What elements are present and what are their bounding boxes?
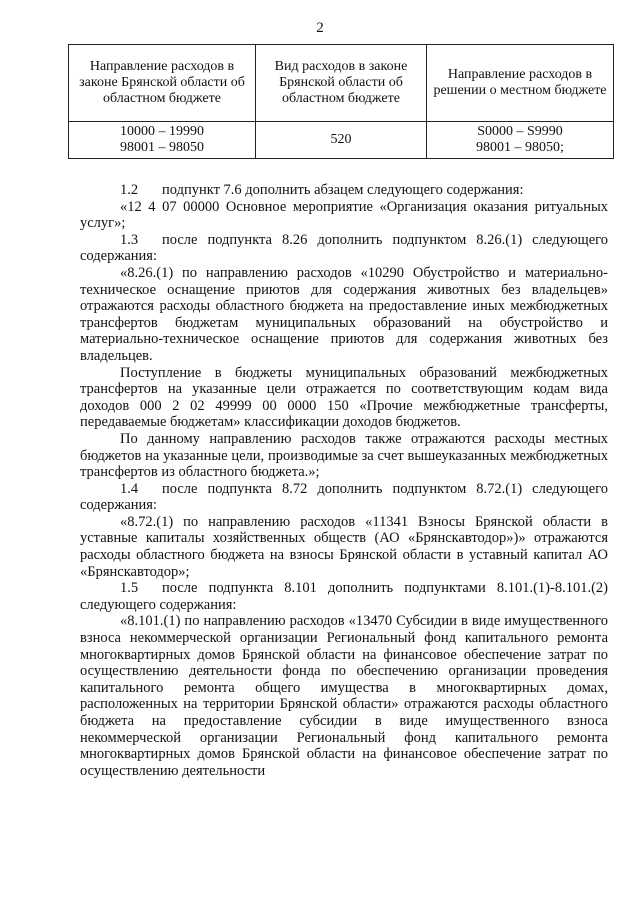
subitem-text: после подпункта 8.72 дополнить подпунктом 8.72.(1) следующего содержания: — [80, 480, 608, 514]
expense-mapping-table — [68, 44, 614, 159]
table-cell — [427, 122, 614, 159]
table-cell — [69, 122, 256, 159]
subitem-text: после подпункта 8.26 дополнить подпунктом 8.26.(1) следующего содержания: — [80, 231, 608, 265]
subitem-number: 1.5 — [120, 580, 139, 597]
table-header-row — [69, 45, 614, 122]
quote-paragraph: «8.72.(1) по направлению расходов «11341 Взносы Брянской области в уставные капиталы хозяйственных обществ (АО «Брянскавтодор»)» отражаются расходы областного бюджета на взносы Брянской области в уставный капитал АО «Брянскавтодор»; — [80, 513, 608, 580]
cell-line: 98001 – 98050; — [476, 140, 564, 155]
table-header-cell: Направление расходов в решении о местном бюджете — [427, 45, 614, 122]
quote-paragraph: «8.101.(1) по направлению расходов «13470 Субсидии в виде имущественного взноса некоммерческой организации Региональный фонд капитального ремонта многоквартирных домов Брянской области на финансовое обеспечение затрат по осуществлению деятельности фонда по обеспечению организации проведения капитального ремонта общего имущества в многоквартирных домах, расположенных на территории Брянской области» отражаются расходы областного бюджета на предоставление субсидии в виде имущественного взноса некоммерческой организации Региональный фонд капитального ремонта многоквартирных домов Брянской области на финансовое обеспечение затрат по осуществлению деятельности — [80, 613, 608, 779]
table-row — [69, 122, 614, 159]
cell-line: 10000 – 19990 — [120, 124, 204, 139]
table-header-cell: Вид расходов в законе Брянской области об областном бюджете — [256, 45, 427, 122]
subitem-paragraph — [80, 580, 608, 613]
document-body — [80, 182, 608, 779]
cell-line: 98001 – 98050 — [120, 140, 204, 155]
subitem-paragraph — [80, 481, 608, 514]
subitem-paragraph — [80, 182, 608, 199]
subitem-number: 1.2 — [120, 182, 139, 198]
subitem-paragraph — [80, 232, 608, 265]
table-header-cell: Направление расходов в законе Брянской области об областном бюджете — [69, 45, 256, 122]
quote-paragraph: «8.26.(1) по направлению расходов «10290 Обустройство и материально-техническое оснащение приютов для содержания животных без владельцев» отражаются расходы областного бюджета на предоставление иных межбюджетных трансфертов бюджетам муниципальных образований на обустройство и материально-техническое оснащение приютов для содержания животных без владельцев. — [80, 264, 608, 364]
subitem-number: 1.4 — [120, 480, 139, 497]
subitem-text: подпункт 7.6 дополнить абзацем следующего содержания: — [162, 182, 524, 198]
table-cell: 520 — [256, 122, 427, 159]
cell-line: S0000 – S9990 — [477, 124, 563, 139]
subitem-number: 1.3 — [120, 231, 139, 248]
quote-paragraph: По данному направлению расходов также отражаются расходы местных бюджетов на указанные цели, производимые за счет вышеуказанных межбюджетных трансфертов из областного бюджета.»; — [80, 430, 608, 481]
page-number: 2 — [316, 20, 324, 36]
quote-paragraph: Поступление в бюджеты муниципальных образований межбюджетных трансфертов на указанные цели отражается по соответствующим кодам вида доходов 000 2 02 49999 00 0000 150 «Прочие межбюджетные трансферты, передаваемые бюджетам» классификации доходов бюджетов. — [80, 364, 608, 431]
quote-paragraph: «12 4 07 00000 Основное мероприятие «Организация оказания ритуальных услуг»; — [80, 198, 608, 232]
subitem-text: после подпункта 8.101 дополнить подпунктами 8.101.(1)-8.101.(2) следующего содержания: — [80, 580, 608, 613]
